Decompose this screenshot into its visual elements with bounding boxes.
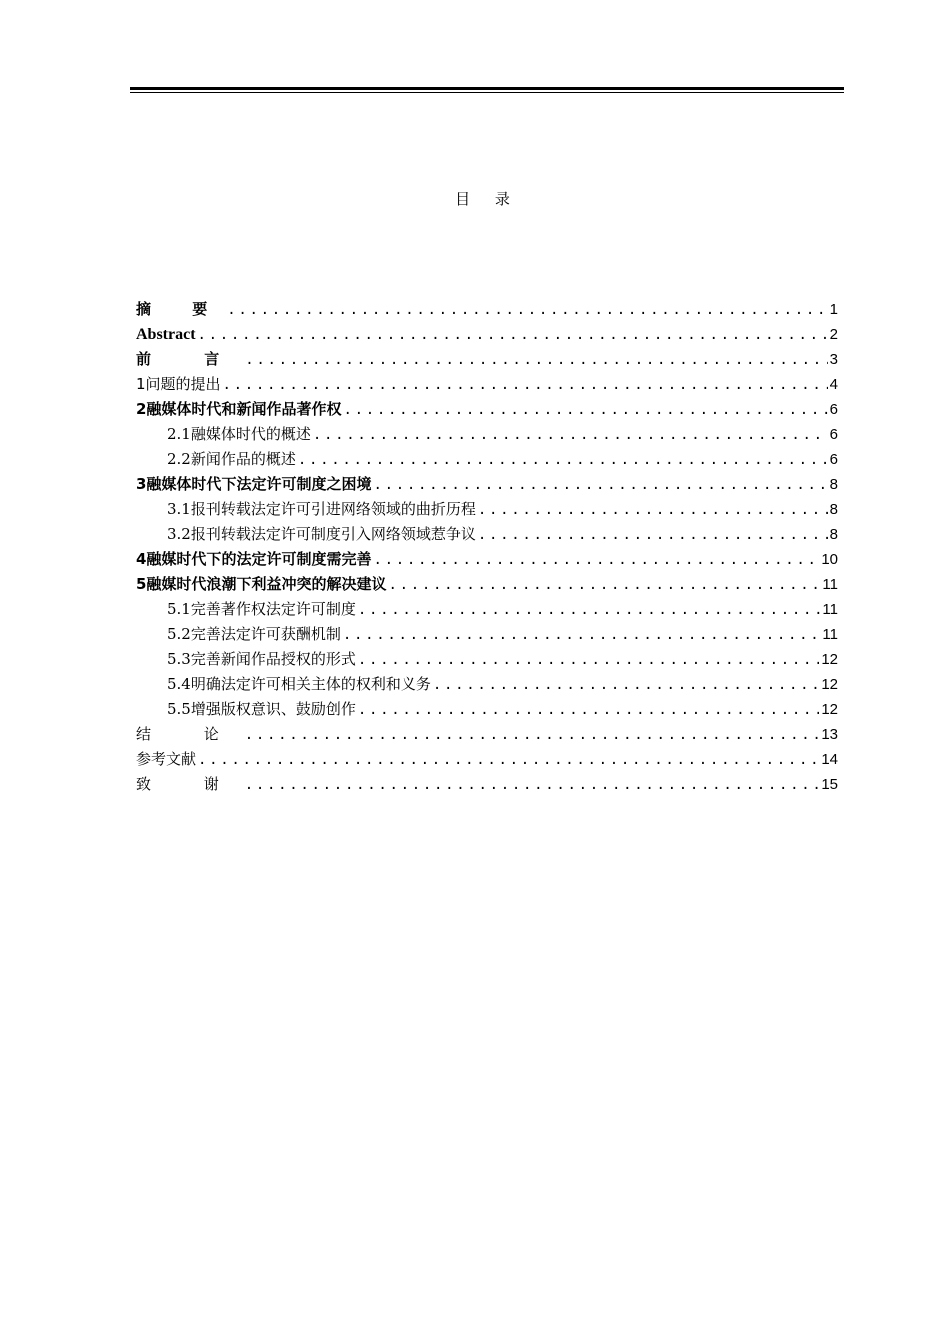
toc-leader-dots <box>433 673 819 698</box>
toc-leader-dots <box>388 573 820 598</box>
toc-leader-dots <box>223 373 828 398</box>
toc-entry-label: 2融媒体时代和新闻作品著作权 <box>136 400 342 418</box>
toc-entry-label: 摘 要 <box>136 300 226 318</box>
toc-entry[interactable] <box>136 447 838 472</box>
toc-leader-dots <box>198 323 828 348</box>
toc-entry-label: 5.5增强版权意识、鼓励创作 <box>167 700 356 718</box>
table-of-contents <box>136 297 838 797</box>
toc-leader-dots <box>198 748 819 773</box>
toc-leader-dots <box>373 548 819 573</box>
toc-entry[interactable] <box>136 472 838 497</box>
toc-entry[interactable] <box>136 522 838 547</box>
toc-entry-label: 3.1报刊转载法定许可引进网络领域的曲折历程 <box>167 500 476 518</box>
toc-entry-page: 2 <box>829 326 838 343</box>
toc-entry-page: 8 <box>829 476 838 493</box>
toc-entry[interactable] <box>136 572 838 597</box>
toc-entry-page: 6 <box>829 451 838 468</box>
toc-entry-page: 8 <box>829 526 838 543</box>
toc-entry-label: 参考文献 <box>136 750 197 768</box>
toc-entry-label: 结 论 <box>136 725 243 743</box>
toc-leader-dots <box>358 698 819 723</box>
toc-entry[interactable] <box>136 747 838 772</box>
toc-entry[interactable] <box>136 772 838 797</box>
toc-entry[interactable] <box>136 497 838 522</box>
toc-entry-label: 5.2完善法定许可获酬机制 <box>167 625 341 643</box>
toc-leader-dots <box>298 448 828 473</box>
toc-entry-page: 10 <box>821 551 838 568</box>
toc-entry-page: 11 <box>822 626 838 643</box>
toc-entry-page: 4 <box>829 376 838 393</box>
toc-entry-label: 5.4明确法定许可相关主体的权利和义务 <box>167 675 431 693</box>
header-rule-thin <box>130 92 844 93</box>
toc-entry[interactable] <box>136 397 838 422</box>
toc-entry[interactable] <box>136 597 838 622</box>
toc-entry-page: 6 <box>829 401 838 418</box>
toc-leader-dots <box>245 773 820 798</box>
toc-entry[interactable] <box>136 372 838 397</box>
toc-entry-page: 11 <box>822 576 838 593</box>
toc-entry[interactable] <box>136 722 838 747</box>
toc-leader-dots <box>358 648 819 673</box>
toc-leader-dots <box>313 423 828 448</box>
toc-entry[interactable] <box>136 647 838 672</box>
toc-leader-dots <box>478 498 828 523</box>
toc-leader-dots <box>343 623 821 648</box>
toc-entry[interactable] <box>136 322 838 347</box>
toc-leader-dots <box>245 348 827 373</box>
header-rule-thick <box>130 87 844 90</box>
toc-entry-page: 14 <box>821 751 838 768</box>
toc-entry-page: 15 <box>821 776 838 793</box>
toc-entry[interactable] <box>136 422 838 447</box>
toc-entry-label: 5融媒时代浪潮下利益冲突的解决建议 <box>136 575 387 593</box>
toc-entry-label: 4融媒时代下的法定许可制度需完善 <box>136 550 372 568</box>
toc-entry-label: 2.2新闻作品的概述 <box>167 450 296 468</box>
toc-entry[interactable] <box>136 347 838 372</box>
toc-entry-label: 2.1融媒体时代的概述 <box>167 425 311 443</box>
toc-entry-label: 1问题的提出 <box>136 375 221 393</box>
toc-entry-page: 11 <box>822 601 838 618</box>
toc-leader-dots <box>478 523 828 548</box>
toc-leader-dots <box>343 398 827 423</box>
toc-entry[interactable] <box>136 697 838 722</box>
toc-entry-page: 12 <box>821 701 838 718</box>
toc-entry-label: 3融媒体时代下法定许可制度之困境 <box>136 475 372 493</box>
toc-leader-dots <box>245 723 820 748</box>
toc-entry-page: 8 <box>829 501 838 518</box>
toc-entry-label: 3.2报刊转载法定许可制度引入网络领域惹争议 <box>167 525 476 543</box>
toc-entry-label: Abstract <box>136 326 196 343</box>
toc-entry-page: 12 <box>821 651 838 668</box>
toc-entry-label: 致 谢 <box>136 775 243 793</box>
toc-entry-label: 5.1完善著作权法定许可制度 <box>167 600 356 618</box>
toc-entry-label: 5.3完善新闻作品授权的形式 <box>167 650 356 668</box>
toc-entry-page: 1 <box>829 301 838 318</box>
toc-entry-page: 6 <box>829 426 838 443</box>
toc-entry-page: 12 <box>821 676 838 693</box>
toc-entry-page: 3 <box>829 351 838 368</box>
toc-entry-label: 前 言 <box>136 350 244 368</box>
toc-leader-dots <box>358 598 821 623</box>
toc-leader-dots <box>227 298 827 323</box>
toc-entry[interactable] <box>136 547 838 572</box>
toc-entry[interactable] <box>136 672 838 697</box>
toc-entry[interactable] <box>136 622 838 647</box>
toc-leader-dots <box>373 473 827 498</box>
toc-entry[interactable] <box>136 297 838 322</box>
toc-title: 目 录 <box>455 190 520 208</box>
toc-entry-page: 13 <box>821 726 838 743</box>
